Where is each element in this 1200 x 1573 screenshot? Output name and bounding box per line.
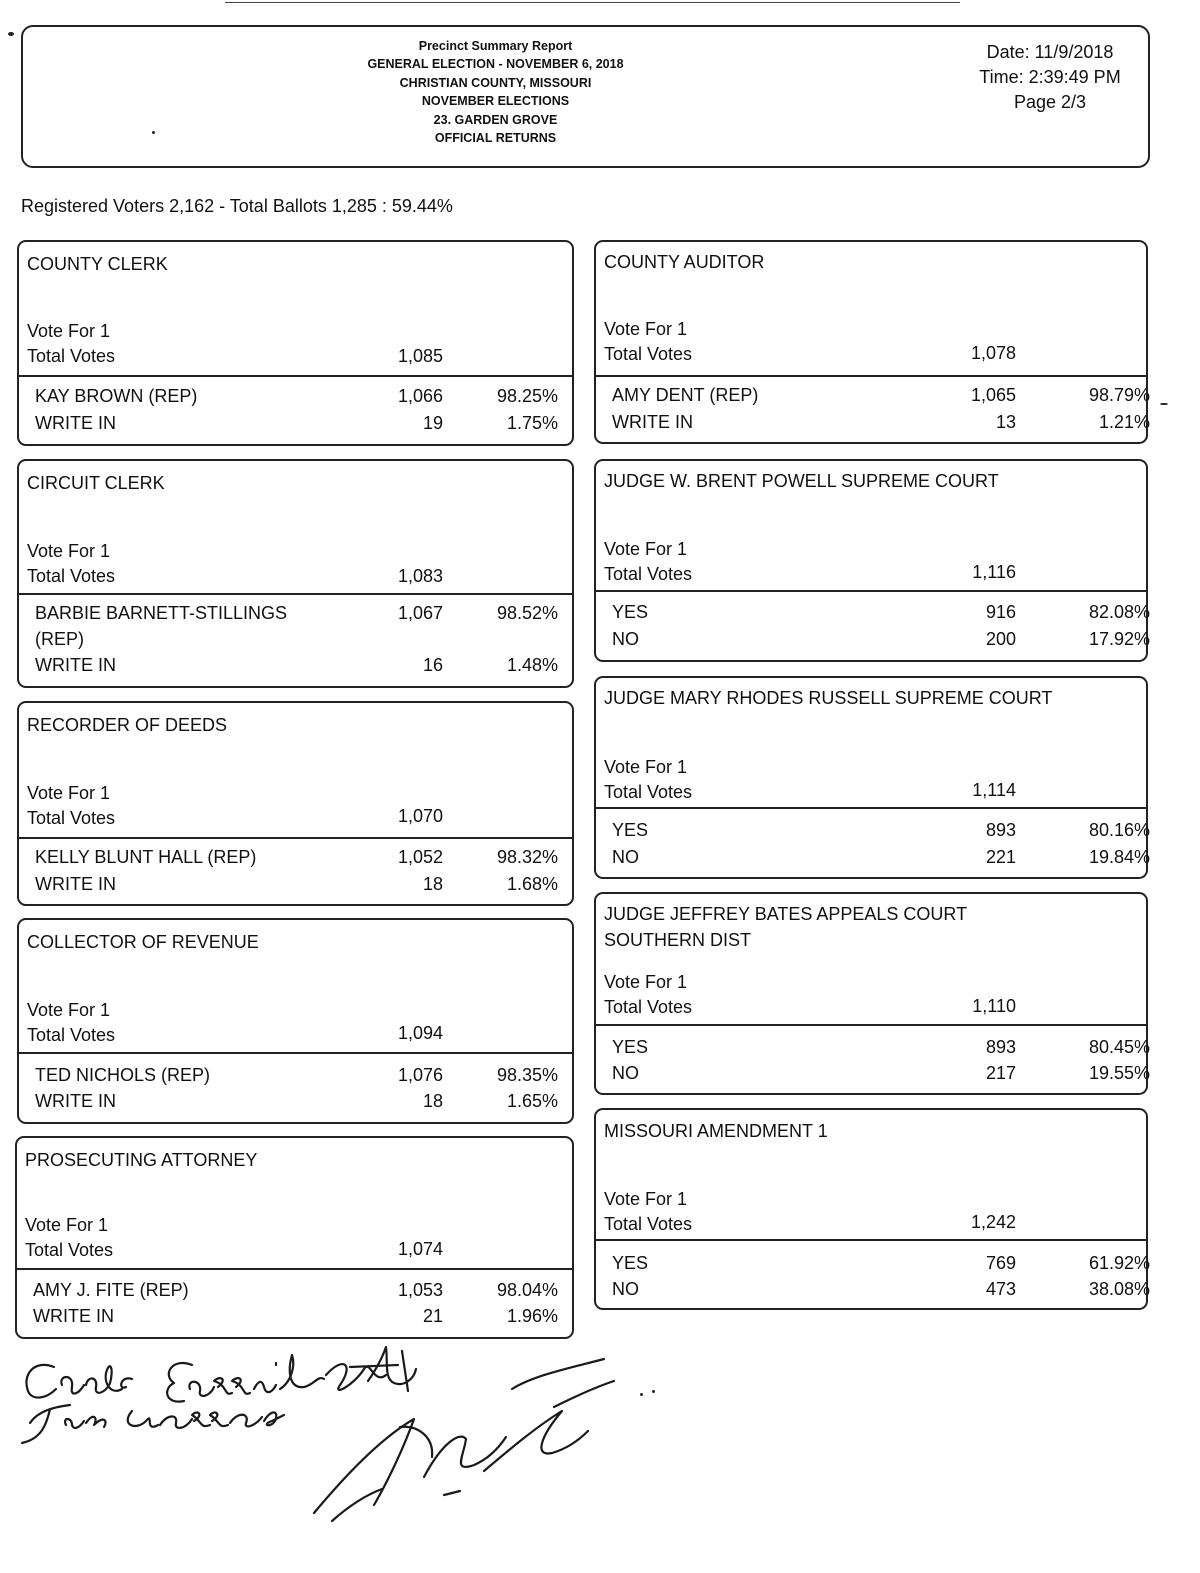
candidate-percent: 80.16% <box>1088 820 1150 840</box>
candidate-row <box>35 411 558 435</box>
signature-stroke <box>189 1382 214 1396</box>
candidate-percent: 19.55% <box>1088 1063 1150 1083</box>
divider <box>596 807 1146 809</box>
vote-for: Vote For 1 <box>604 757 688 777</box>
vote-for: Vote For 1 <box>27 783 111 803</box>
total-votes-value: 1,083 <box>397 566 443 586</box>
candidate-row <box>612 1251 1150 1275</box>
candidate-votes: 893 <box>985 1037 1016 1057</box>
candidate-row <box>35 845 558 869</box>
total-votes-value: 1,078 <box>970 343 1016 363</box>
signature-stroke <box>254 1382 276 1392</box>
total-votes-value: 1,085 <box>397 346 443 366</box>
candidate-votes: 473 <box>985 1279 1016 1299</box>
signature-stroke <box>280 1355 324 1389</box>
turnout-summary: Registered Voters 2,162 - Total Ballots 1,285 : 59.44% <box>21 196 453 216</box>
signature-stroke <box>160 1416 192 1428</box>
candidate-name: NO <box>612 1279 639 1299</box>
candidate-name: NO <box>612 1063 639 1083</box>
total-votes-value: 1,074 <box>397 1239 443 1259</box>
candidate-name: NO <box>612 629 639 649</box>
candidate-votes: 916 <box>985 602 1016 622</box>
candidate-votes: 769 <box>985 1253 1016 1273</box>
candidate-votes: 221 <box>985 847 1016 867</box>
contest-judge-powell <box>594 459 1148 662</box>
signature-stroke <box>65 1419 84 1428</box>
divider <box>19 1052 572 1054</box>
candidate-name: WRITE IN <box>612 412 693 432</box>
candidate-percent: 98.35% <box>496 1065 558 1085</box>
report-meta <box>960 40 1140 115</box>
divider <box>596 1239 1146 1241</box>
candidate-percent: 98.25% <box>496 386 558 406</box>
total-votes-label: Total Votes <box>25 1240 114 1260</box>
candidate-percent: 98.04% <box>496 1280 558 1300</box>
vote-for: Vote For 1 <box>27 541 111 561</box>
candidate-row <box>35 384 558 408</box>
total-votes-label: Total Votes <box>27 1025 116 1045</box>
candidate-name: TED NICHOLS (REP) <box>35 1065 211 1085</box>
candidate-row <box>35 1089 558 1113</box>
contest-title: CIRCUIT CLERK <box>27 473 165 493</box>
contest-title: JUDGE JEFFREY BATES APPEALS COURT <box>604 904 968 924</box>
candidate-name: WRITE IN <box>35 655 116 675</box>
total-votes-label: Total Votes <box>604 782 693 802</box>
page-number: Page 2/3 <box>1013 92 1087 112</box>
signature-stroke <box>121 1378 132 1387</box>
total-votes-label: Total Votes <box>604 344 693 364</box>
total-votes-label: Total Votes <box>604 1214 693 1234</box>
vote-for: Vote For 1 <box>604 1189 688 1209</box>
contest-recorder-of-deeds <box>17 701 574 906</box>
contest-county-auditor <box>594 240 1148 444</box>
signature-stroke <box>210 1413 228 1427</box>
signature-stroke <box>167 1363 192 1402</box>
handwritten-signatures <box>14 1345 634 1545</box>
contest-title: JUDGE W. BRENT POWELL SUPREME COURT <box>604 471 999 491</box>
candidate-row <box>612 410 1150 434</box>
signature-stroke <box>230 1415 262 1427</box>
candidate-percent: 1.48% <box>506 655 558 675</box>
candidate-party: (REP) <box>35 629 84 649</box>
candidate-name: WRITE IN <box>35 1091 116 1111</box>
candidate-row <box>33 1304 558 1328</box>
returns-type: OFFICIAL RETURNS <box>434 131 557 146</box>
signature-stroke <box>554 1381 614 1407</box>
precinct-name: 23. GARDEN GROVE <box>433 112 558 127</box>
total-votes-label: Total Votes <box>604 997 693 1017</box>
divider <box>19 375 572 377</box>
candidate-votes: 1,076 <box>397 1065 443 1085</box>
total-votes-value: 1,114 <box>972 780 1016 800</box>
signature-stroke <box>26 1365 56 1398</box>
total-votes-label: Total Votes <box>27 346 116 366</box>
scan-speck <box>640 1393 643 1396</box>
scan-speck <box>652 1390 655 1393</box>
scan-speck <box>1160 403 1168 405</box>
signature-stroke <box>264 1412 284 1425</box>
signature-stroke <box>86 1417 106 1427</box>
candidate-name: YES <box>612 1037 649 1057</box>
candidate-name: YES <box>612 602 649 622</box>
candidate-percent: 1.96% <box>506 1306 558 1326</box>
candidate-percent: 1.21% <box>1098 412 1150 432</box>
contest-judge-bates <box>594 892 1148 1095</box>
report-date: Date: 11/9/2018 <box>986 42 1114 62</box>
contest-prosecuting-attorney <box>15 1136 574 1339</box>
contest-title: PROSECUTING ATTORNEY <box>25 1150 258 1170</box>
candidate-votes: 1,053 <box>397 1280 443 1300</box>
candidate-percent: 98.32% <box>496 847 558 867</box>
candidate-votes: 1,052 <box>397 847 443 867</box>
contest-title: RECORDER OF DEEDS <box>27 715 228 735</box>
vote-for: Vote For 1 <box>604 319 688 339</box>
divider <box>596 375 1146 377</box>
vote-for: Vote For 1 <box>604 972 688 992</box>
candidate-votes: 893 <box>985 820 1016 840</box>
candidate-percent: 1.65% <box>506 1091 558 1111</box>
candidate-name: BARBIE BARNETT-STILLINGS <box>35 603 288 623</box>
candidate-votes: 19 <box>422 413 443 433</box>
total-votes-label: Total Votes <box>604 564 693 584</box>
signature-stroke <box>214 1378 232 1394</box>
candidate-row <box>612 818 1150 842</box>
report-header <box>21 25 1150 168</box>
candidate-name: WRITE IN <box>35 413 116 433</box>
contest-missouri-amendment-1 <box>594 1108 1148 1310</box>
report-time: Time: 2:39:49 PM <box>979 67 1121 87</box>
candidate-votes: 1,066 <box>397 386 443 406</box>
candidate-percent: 80.45% <box>1088 1037 1150 1057</box>
contest-title-line2: SOUTHERN DIST <box>604 930 752 950</box>
candidate-votes: 217 <box>985 1063 1016 1083</box>
contest-title: COLLECTOR OF REVENUE <box>27 932 259 952</box>
divider <box>19 837 572 839</box>
candidate-name: NO <box>612 847 639 867</box>
vote-for: Vote For 1 <box>25 1215 109 1235</box>
signature-stroke <box>484 1411 588 1471</box>
candidate-percent: 98.79% <box>1088 385 1150 405</box>
candidate-votes: 21 <box>422 1306 443 1326</box>
total-votes-label: Total Votes <box>27 808 116 828</box>
divider <box>17 1268 572 1270</box>
candidate-row <box>612 1035 1150 1059</box>
candidate-name: KAY BROWN (REP) <box>35 386 198 406</box>
candidate-row <box>612 1277 1150 1301</box>
top-rule <box>225 2 960 3</box>
election-name: GENERAL ELECTION - NOVEMBER 6, 2018 <box>367 57 624 72</box>
vote-for: Vote For 1 <box>604 539 688 559</box>
report-title: Precinct Summary Report <box>418 39 573 53</box>
candidate-votes: 200 <box>985 629 1016 649</box>
signature-stroke <box>61 1377 84 1394</box>
candidate-percent: 98.52% <box>496 603 558 623</box>
candidate-percent: 38.08% <box>1088 1279 1150 1299</box>
candidate-name: KELLY BLUNT HALL (REP) <box>35 847 257 867</box>
candidate-votes: 18 <box>422 874 443 894</box>
vote-for: Vote For 1 <box>27 1000 111 1020</box>
candidate-percent: 61.92% <box>1088 1253 1150 1273</box>
divider <box>596 590 1146 592</box>
scan-speck <box>8 32 14 36</box>
candidate-row <box>612 845 1150 869</box>
candidate-votes: 18 <box>422 1091 443 1111</box>
total-votes-value: 1,094 <box>397 1023 443 1043</box>
signature-stroke <box>192 1413 210 1427</box>
total-votes-value: 1,070 <box>397 806 443 826</box>
divider <box>19 593 572 595</box>
candidate-votes: 1,065 <box>970 385 1016 405</box>
candidate-percent: 82.08% <box>1088 602 1150 622</box>
candidate-votes: 1,067 <box>397 603 443 623</box>
candidate-row <box>35 653 558 677</box>
jurisdiction: CHRISTIAN COUNTY, MISSOURI <box>399 75 592 90</box>
signature-stroke <box>22 1405 70 1443</box>
candidate-row <box>33 1278 558 1302</box>
candidate-percent: 17.92% <box>1088 629 1150 649</box>
candidate-votes: 16 <box>422 655 443 675</box>
contest-circuit-clerk <box>17 459 574 688</box>
candidate-percent: 1.75% <box>506 413 558 433</box>
candidate-row <box>35 1063 558 1087</box>
signature-stroke <box>402 1351 408 1391</box>
contest-title: COUNTY AUDITOR <box>604 252 765 272</box>
contest-title: JUDGE MARY RHODES RUSSELL SUPREME COURT <box>604 688 1053 708</box>
total-votes-value: 1,110 <box>972 996 1016 1016</box>
candidate-votes: 13 <box>995 412 1016 432</box>
signature-stroke <box>128 1411 158 1427</box>
candidate-row <box>612 600 1150 624</box>
total-votes-value: 1,116 <box>972 562 1016 582</box>
contest-title: COUNTY CLERK <box>27 254 168 274</box>
contest-collector-of-revenue <box>17 918 574 1124</box>
candidate-row <box>35 872 558 896</box>
candidate-name: AMY DENT (REP) <box>612 385 759 405</box>
candidate-row <box>612 1061 1150 1085</box>
candidate-name: WRITE IN <box>35 874 116 894</box>
candidate-name: WRITE IN <box>33 1306 114 1326</box>
total-votes-label: Total Votes <box>27 566 116 586</box>
candidate-row <box>35 601 558 651</box>
candidate-percent: 19.84% <box>1088 847 1150 867</box>
candidate-name: YES <box>612 1253 649 1273</box>
contest-judge-russell <box>594 676 1148 879</box>
election-group: NOVEMBER ELECTIONS <box>421 94 570 109</box>
contest-county-clerk <box>17 240 574 446</box>
divider <box>596 1024 1146 1026</box>
signature-stroke <box>314 1419 414 1513</box>
total-votes-value: 1,242 <box>970 1212 1016 1232</box>
signature-stroke <box>444 1491 460 1495</box>
candidate-name: YES <box>612 820 649 840</box>
vote-for: Vote For 1 <box>27 321 111 341</box>
candidate-name: AMY J. FITE (REP) <box>33 1280 189 1300</box>
candidate-row <box>612 383 1150 407</box>
contest-title: MISSOURI AMENDMENT 1 <box>604 1121 828 1141</box>
signature-stroke <box>512 1359 604 1389</box>
signature-stroke <box>424 1437 506 1477</box>
signature-stroke <box>86 1366 122 1393</box>
candidate-row <box>612 627 1150 651</box>
signature-stroke <box>350 1365 398 1367</box>
report-title-block <box>23 37 968 147</box>
signature-stroke <box>232 1378 250 1394</box>
candidate-percent: 1.68% <box>506 874 558 894</box>
